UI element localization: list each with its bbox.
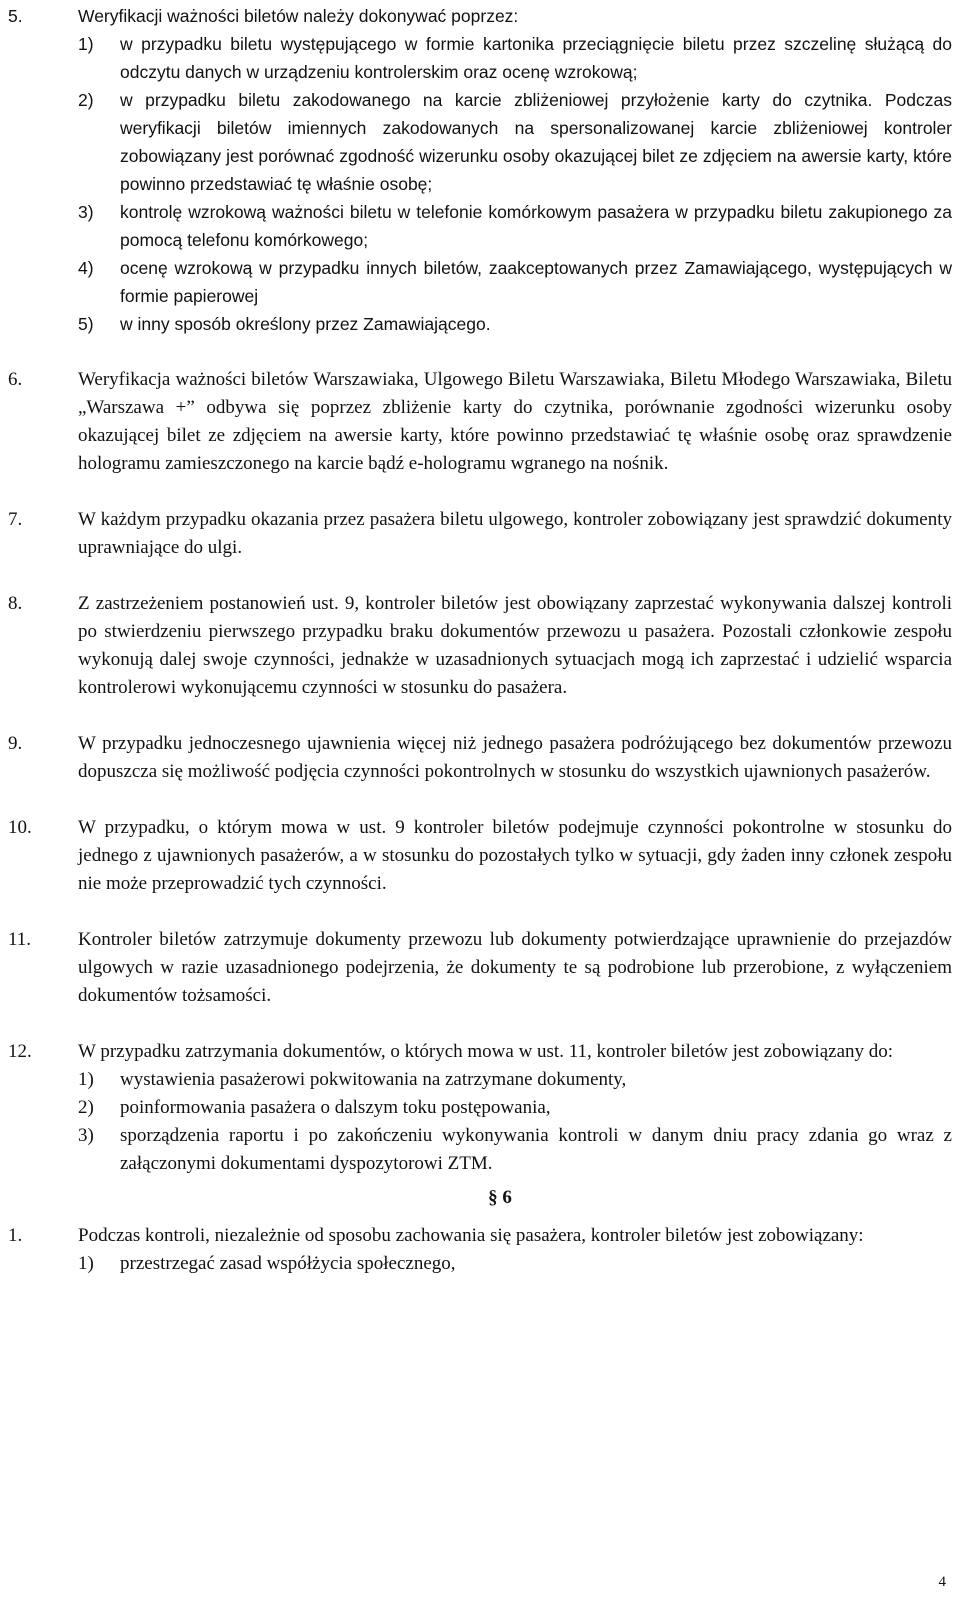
list-item [78, 310, 952, 338]
paragraph-text: Kontroler biletów zatrzymuje dokumenty przewozu lub dokumenty potwierdzające uprawnienie do przejazdów ulgowych w razie uzasadnionego podejrzenia, że dokumenty te są podrobione lub przerobione, z wyłączeniem dokumentów tożsamości. [78, 929, 952, 1006]
document-page [8, 2, 952, 1278]
list-item-number: 2) [78, 90, 94, 110]
paragraph-text: W przypadku, o którym mowa w ust. 9 kontroler biletów podejmuje czynności pokontrolne w stosunku do jednego z ujawnionych pasażerów, a w stosunku do pozostałych tylko w sytuacji, gdy żaden inny członek zespołu nie może przeprowadzić tych czynności. [78, 817, 952, 894]
paragraph-number: 8. [8, 593, 23, 614]
list-item [78, 86, 952, 198]
list-item-text: ocenę wzrokową w przypadku innych biletów, zaakceptowanych przez Zamawiającego, występujących w formie papierowej [120, 258, 952, 306]
paragraph-text: Weryfikacja ważności biletów Warszawiaka, Ulgowego Biletu Warszawiaka, Biletu Młodego Warszawiaka, Biletu „Warszawa +” odbywa się poprzez zbliżenie karty do czytnika, porównanie zgodności wizerunku osoby okazującej bilet ze zdjęciem na awersie karty, które powinno przedstawiać tę właśnie osobę oraz sprawdzenie hologramu zamieszczonego na karcie bądź e-hologramu wgranego na nośnik. [78, 369, 952, 474]
list-item-number: 1) [78, 1253, 94, 1274]
paragraph-number: 7. [8, 509, 23, 530]
paragraph-text: W przypadku zatrzymania dokumentów, o których mowa w ust. 11, kontroler biletów jest zobowiązany do: [78, 1041, 894, 1062]
list-item-number: 5) [78, 314, 94, 334]
paragraph-number: 1. [8, 1225, 23, 1246]
list-item [78, 1094, 952, 1122]
list-item-number: 1) [78, 1069, 94, 1090]
paragraph-text: Podczas kontroli, niezależnie od sposobu zachowania się pasażera, kontroler biletów jest zobowiązany: [78, 1225, 864, 1246]
list-item-number: 3) [78, 202, 94, 222]
list-item-text: w przypadku biletu zakodowanego na karcie zbliżeniowej przyłożenie karty do czytnika. Podczas weryfikacji biletów imiennych zakodowanych na spersonalizowanej karcie zbliżeniowej kontroler zobowiązany jest porównać zgodność wizerunku osoby okazującej bilet ze zdjęciem na awersie karty, które powinno przedstawiać tę właśnie osobę; [120, 90, 952, 194]
list-item-text: kontrolę wzrokową ważności biletu w telefonie komórkowym pasażera w przypadku biletu zakupionego za pomocą telefonu komórkowego; [120, 202, 952, 250]
paragraph-6 [8, 366, 952, 478]
section-6-paragraph-1 [8, 1222, 952, 1278]
list-item-text: poinformowania pasażera o dalszym toku postępowania, [120, 1097, 551, 1118]
list-item [78, 1250, 952, 1278]
list-item-text: sporządzenia raportu i po zakończeniu wykonywania kontroli w danym dniu pracy zdania go wraz z załączonymi dokumentami dyspozytorowi ZTM. [120, 1125, 952, 1174]
paragraph-11 [8, 926, 952, 1010]
page-number: 4 [938, 1574, 946, 1590]
paragraph-12 [8, 1038, 952, 1178]
list-item-number: 3) [78, 1125, 94, 1146]
list-item [78, 254, 952, 310]
list-item-text: w przypadku biletu występującego w formie kartonika przeciągnięcie biletu przez szczelinę służącą do odczytu danych w urządzeniu kontrolerskim oraz ocenę wzrokową; [120, 34, 952, 82]
paragraph-8 [8, 590, 952, 702]
paragraph-9 [8, 730, 952, 786]
paragraph-number: 11. [8, 929, 32, 950]
list-item [78, 30, 952, 86]
paragraph-text: Z zastrzeżeniem postanowień ust. 9, kontroler biletów jest obowiązany zaprzestać wykonywania dalszej kontroli po stwierdzeniu pierwszego przypadku braku dokumentów przewozu u pasażera. Pozostali członkowie zespołu wykonują dalej swoje czynności, jednakże w uzasadnionych sytuacjach mogą ich zaprzestać i udzielić wsparcia kontrolerowi wykonującemu czynności w stosunku do pasażera. [78, 593, 952, 698]
paragraph-text: W przypadku jednoczesnego ujawnienia więcej niż jednego pasażera podróżującego bez dokumentów przewozu dopuszcza się możliwość podjęcia czynności pokontrolnych w stosunku do wszystkich ujawnionych pasażerów. [78, 733, 952, 782]
list-item-text: wystawienia pasażerowi pokwitowania na zatrzymane dokumenty, [120, 1069, 627, 1090]
list-item-number: 2) [78, 1097, 94, 1118]
list-item-number: 1) [78, 34, 94, 54]
paragraph-number: 10. [8, 817, 32, 838]
paragraph-text: Weryfikacji ważności biletów należy dokonywać poprzez: [78, 6, 519, 26]
paragraph-number: 6. [8, 369, 23, 390]
list-item [78, 198, 952, 254]
paragraph-number: 12. [8, 1041, 32, 1062]
paragraph-text: W każdym przypadku okazania przez pasażera biletu ulgowego, kontroler zobowiązany jest sprawdzić dokumenty uprawniające do ulgi. [78, 509, 952, 558]
list-item-number: 4) [78, 258, 94, 278]
paragraph-number: 9. [8, 733, 23, 754]
section-heading: § 6 [488, 1187, 512, 1208]
list-item-text: w inny sposób określony przez Zamawiającego. [120, 314, 491, 334]
paragraph-5 [8, 2, 952, 338]
paragraph-10 [8, 814, 952, 898]
list-item-text: przestrzegać zasad współżycia społecznego, [120, 1253, 456, 1274]
list-item [78, 1066, 952, 1094]
paragraph-7 [8, 506, 952, 562]
paragraph-number: 5. [8, 6, 23, 26]
list-item [78, 1122, 952, 1178]
